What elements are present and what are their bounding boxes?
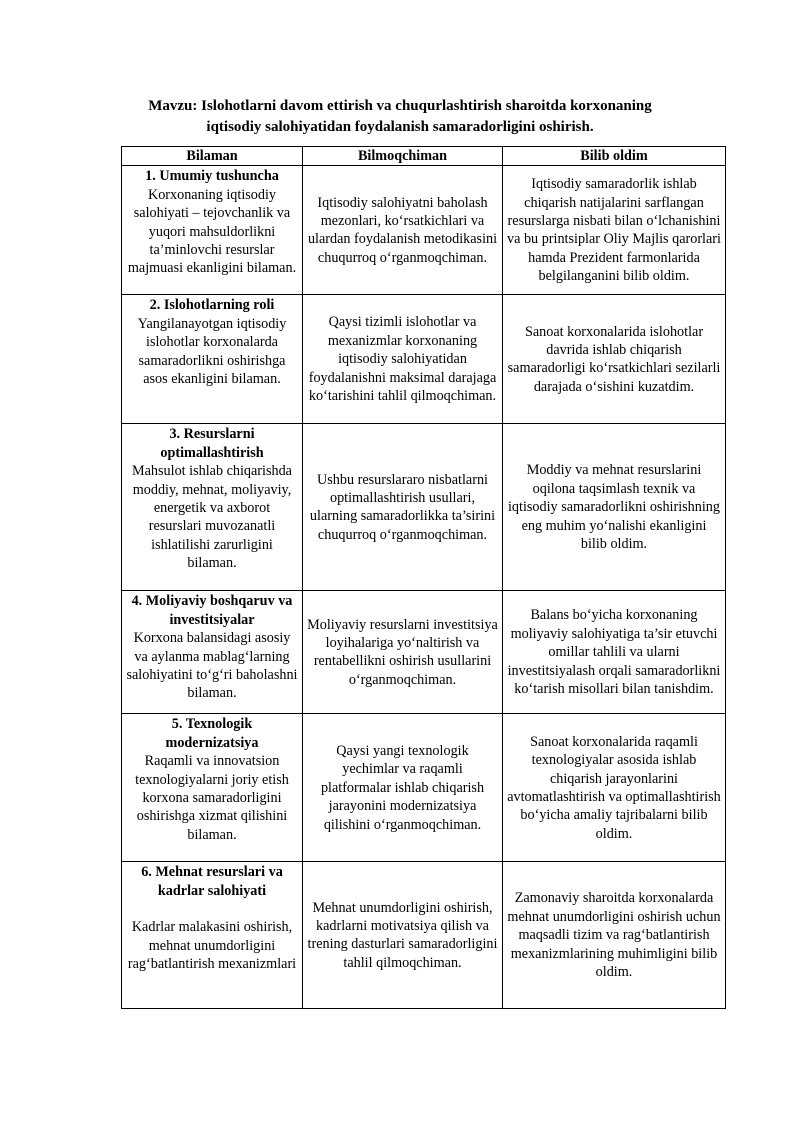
know-cell xyxy=(122,166,303,295)
table-row xyxy=(122,714,726,862)
know-cell xyxy=(122,862,303,1009)
want-cell: Qaysi tizimli islohotlar va mexanizmlar korxonaning iqtisodiy salohiyatidan foydalanishni maksimal darajaga ko‘tarishini tahlil qilmoqchiman. xyxy=(303,295,503,424)
know-cell xyxy=(122,591,303,714)
learned-cell: Balans bo‘yicha korxonaning moliyaviy salohiyatiga ta’sir etuvchi omillar tahlili va ularni investitsiyalash orqali samaradorlikni ko‘tarish misollari bilan tanishdim. xyxy=(503,591,726,714)
know-heading: 2. Islohotlarning roli xyxy=(149,297,275,314)
title-line-1: Mavzu: Islohotlarni davom ettirish va chuqurlashtirish sharoitda korxonaning xyxy=(148,98,652,114)
header-bilib-oldim: Bilib oldim xyxy=(503,147,726,166)
header-bilmoqchiman: Bilmoqchiman xyxy=(303,147,503,166)
want-cell: Iqtisodiy salohiyatni baholash mezonlari, ko‘rsatkichlari va ulardan foydalanish metodikasini chuqurroq o‘rganmoqchiman. xyxy=(303,166,503,295)
table-header-row xyxy=(122,147,726,166)
know-body: Korxonaning iqtisodiy salohiyati – tejovchanlik va yuqori mahsuldorlikni ta’minlovchi resurslar majmuasi ekanligini bilaman. xyxy=(127,186,297,277)
know-body: Yangilanayotgan iqtisodiy islohotlar korxonalarda samaradorlikni oshirishga asos ekanligini bilaman. xyxy=(137,315,287,388)
title-line-2: iqtisodiy salohiyatidan foydalanish samaradorligini oshirish. xyxy=(206,119,594,135)
know-cell xyxy=(122,295,303,424)
learned-cell: Zamonaviy sharoitda korxonalarda mehnat unumdorligini oshirish uchun maqsadli tizim va rag‘batlantirish mexanizmlarining muhimligini bilib oldim. xyxy=(503,862,726,1009)
know-heading: 4. Moliyaviy boshqaruv va investitsiyalar xyxy=(131,593,293,628)
know-body: Kadrlar malakasini oshirish, mehnat unumdorligini rag‘batlantirish mexanizmlari xyxy=(127,919,297,973)
header-bilaman: Bilaman xyxy=(122,147,303,166)
kwl-table xyxy=(121,146,726,1009)
table-row xyxy=(122,295,726,424)
know-cell xyxy=(122,714,303,862)
want-cell: Ushbu resurslararo nisbatlarni optimallashtirish usullari, ularning samaradorlikka ta’sirini chuqurroq o‘rganmoqchiman. xyxy=(303,424,503,591)
table-row xyxy=(122,591,726,714)
want-cell: Qaysi yangi texnologik yechimlar va raqamli platformalar ishlab chiqarish jarayonini modernizatsiya qilishini o‘rganmoqchiman. xyxy=(303,714,503,862)
want-cell: Moliyaviy resurslarni investitsiya loyihalariga yo‘naltirish va rentabellikni oshirish usullarini o‘rganmoqchiman. xyxy=(303,591,503,714)
know-cell xyxy=(122,424,303,591)
learned-cell: Sanoat korxonalarida raqamli texnologiyalar asosida ishlab chiqarish jarayonlarini avtomatlashtirish va optimallashtirish bo‘yicha amaliy tajribalarni bilib oldim. xyxy=(503,714,726,862)
know-heading: 3. Resurslarni optimallashtirish xyxy=(160,426,264,461)
know-body: Korxona balansidagi asosiy va aylanma mablag‘larning salohiyatini to‘g‘ri baholashni bilaman. xyxy=(126,630,298,702)
table-row xyxy=(122,166,726,295)
know-heading: 1. Umumiy tushuncha xyxy=(145,168,279,185)
learned-cell: Sanoat korxonalarida islohotlar davrida ishlab chiqarish samaradorligi ko‘rsatkichlari sezilarli darajada o‘sishini kuzatdim. xyxy=(503,295,726,424)
know-body: Raqamli va innovatsion texnologiyalarni joriy etish korxona samaradorligini oshirishga xizmat qilishini bilaman. xyxy=(135,753,289,843)
know-heading: 5. Texnologik modernizatsiya xyxy=(165,716,259,751)
table-row xyxy=(122,424,726,591)
learned-cell: Iqtisodiy samaradorlik ishlab chiqarish natijalarini sarflangan resurslarga nisbati bilan o‘lchanishini va bu printsiplar Oliy Majlis qarorlari hamda Prezident farmonlarida belgilanganini bilib oldim. xyxy=(503,166,726,295)
table-row xyxy=(122,862,726,1009)
spacer xyxy=(126,900,298,918)
know-heading: 6. Mehnat resurslari va kadrlar salohiyati xyxy=(141,864,283,899)
document-title xyxy=(100,96,700,138)
know-body: Mahsulot ishlab chiqarishda moddiy, mehnat, moliyaviy, energetik va axborot resurslari muvozanatli ishlatilishi zarurligini bilaman. xyxy=(132,463,292,572)
learned-cell: Moddiy va mehnat resurslarini oqilona taqsimlash texnik va iqtisodiy samaradorlikni oshirishning eng muhim yo‘nalishi ekanligini bilib oldim. xyxy=(503,424,726,591)
want-cell: Mehnat unumdorligini oshirish, kadrlarni motivatsiya qilish va trening dasturlari samaradorligini tahlil qilmoqchiman. xyxy=(303,862,503,1009)
